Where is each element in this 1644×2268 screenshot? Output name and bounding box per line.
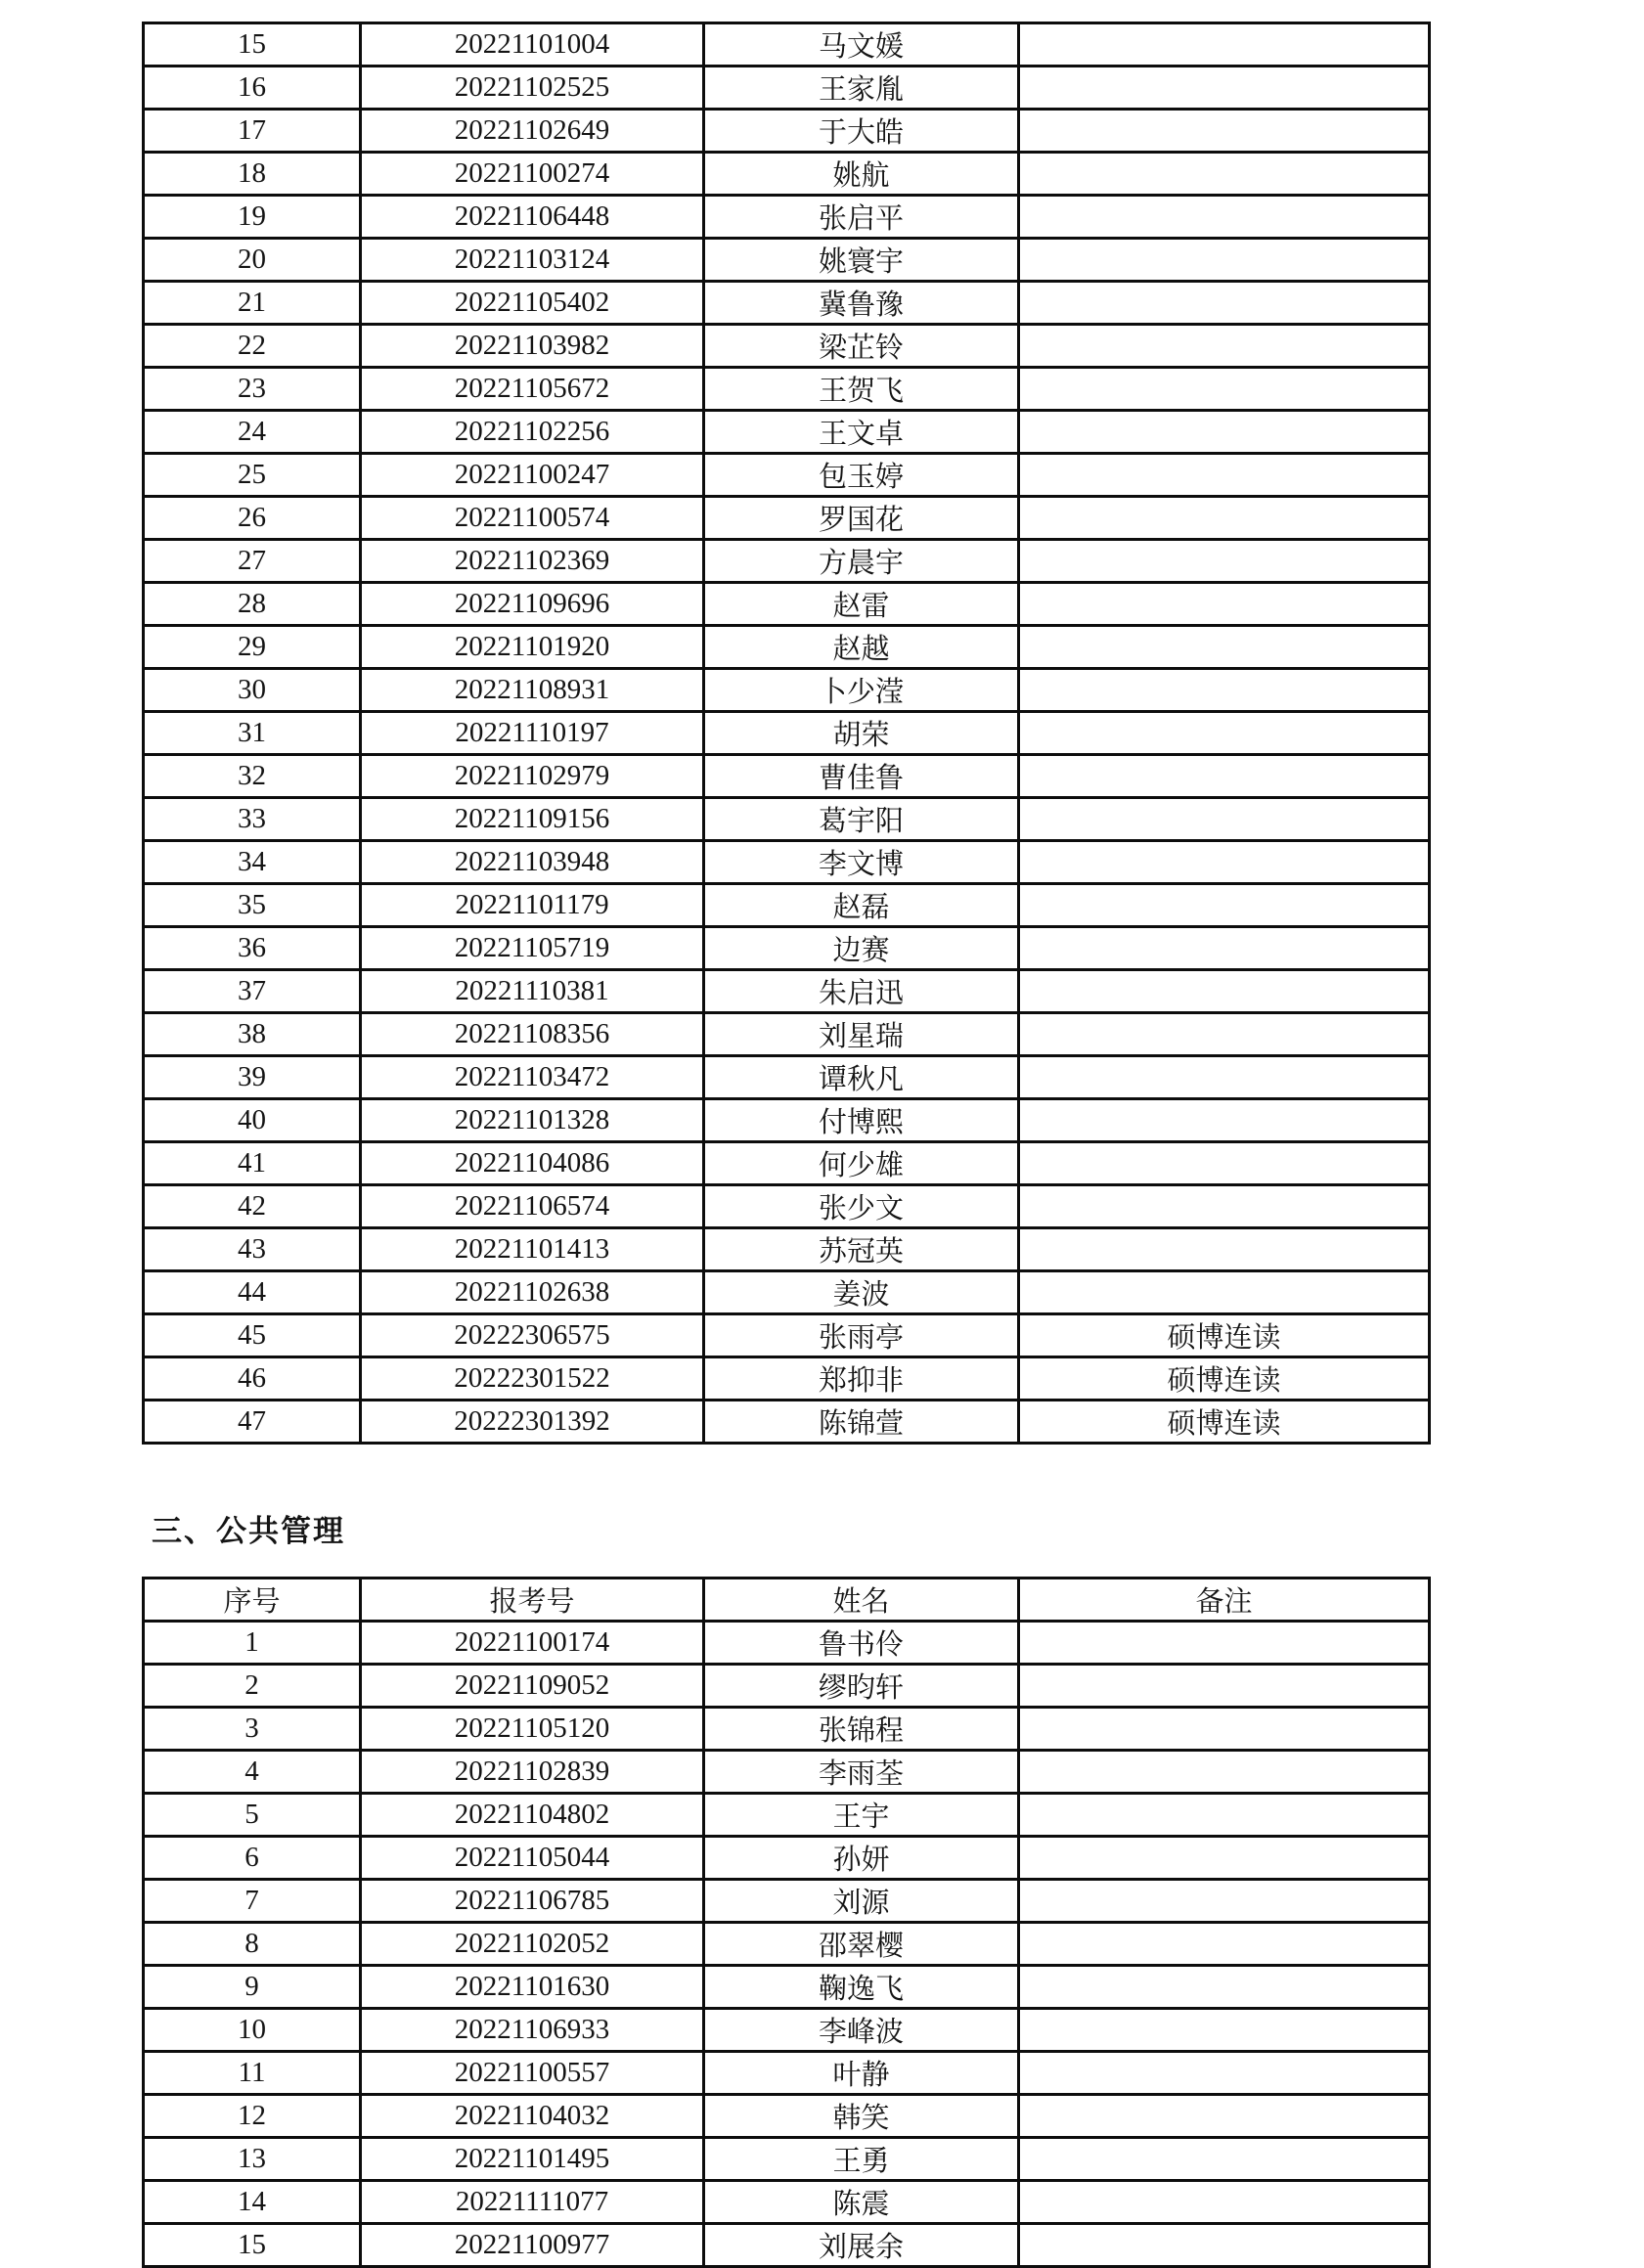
cell-name: 王宇: [704, 1794, 1019, 1837]
cell-name: 包玉婷: [704, 454, 1019, 497]
cell-id: 20221100247: [361, 454, 704, 497]
cell-remark: [1019, 798, 1430, 841]
cell-no: 23: [144, 368, 361, 411]
table-row: [144, 798, 1430, 841]
cell-name: 赵雷: [704, 583, 1019, 626]
cell-no: 15: [144, 2224, 361, 2267]
cell-remark: [1019, 841, 1430, 884]
cell-name: 卜少滢: [704, 669, 1019, 712]
table-row: [144, 1099, 1430, 1142]
cell-id: 20222301522: [361, 1357, 704, 1401]
table-row: [144, 540, 1430, 583]
cell-id: 20221102525: [361, 67, 704, 110]
cell-remark: [1019, 325, 1430, 368]
cell-no: 34: [144, 841, 361, 884]
cell-name: 曹佳鲁: [704, 755, 1019, 798]
cell-remark: [1019, 497, 1430, 540]
roster-table-1-body: [144, 23, 1430, 1444]
table-row: [144, 2181, 1430, 2224]
cell-no: 27: [144, 540, 361, 583]
cell-id: 20221101630: [361, 1966, 704, 2009]
cell-remark: [1019, 196, 1430, 239]
cell-no: 47: [144, 1401, 361, 1444]
cell-remark: [1019, 1271, 1430, 1314]
table-row: [144, 1401, 1430, 1444]
table-row: [144, 196, 1430, 239]
cell-name: 谭秋凡: [704, 1056, 1019, 1099]
cell-name: 陈锦萱: [704, 1401, 1019, 1444]
table-row: [144, 411, 1430, 454]
table-row: [144, 1665, 1430, 1708]
cell-id: 20221103982: [361, 325, 704, 368]
cell-no: 6: [144, 1837, 361, 1880]
cell-name: 张启平: [704, 196, 1019, 239]
cell-remark: [1019, 1228, 1430, 1271]
table-row: [144, 1622, 1430, 1665]
cell-id: 20221108931: [361, 669, 704, 712]
cell-name: 胡荣: [704, 712, 1019, 755]
header-name: 姓名: [704, 1579, 1019, 1622]
cell-name: 赵越: [704, 626, 1019, 669]
cell-no: 1: [144, 1622, 361, 1665]
table-row: [144, 497, 1430, 540]
cell-no: 38: [144, 1013, 361, 1056]
cell-name: 葛宇阳: [704, 798, 1019, 841]
table-row: [144, 282, 1430, 325]
cell-no: 45: [144, 1314, 361, 1357]
table-row: [144, 1923, 1430, 1966]
cell-remark: [1019, 1142, 1430, 1185]
cell-remark: [1019, 2009, 1430, 2052]
cell-name: 刘源: [704, 1880, 1019, 1923]
section-title: 三、公共管理: [152, 1514, 345, 1548]
cell-remark: [1019, 1880, 1430, 1923]
cell-remark: [1019, 2052, 1430, 2095]
cell-name: 马文媛: [704, 23, 1019, 67]
cell-name: 鞠逸飞: [704, 1966, 1019, 2009]
table-row: [144, 153, 1430, 196]
cell-remark: [1019, 1708, 1430, 1751]
cell-remark: [1019, 927, 1430, 970]
table-row: [144, 110, 1430, 153]
table-row: [144, 1880, 1430, 1923]
cell-remark: [1019, 712, 1430, 755]
cell-name: 刘展余: [704, 2224, 1019, 2267]
cell-remark: [1019, 411, 1430, 454]
table-row: [144, 1357, 1430, 1401]
cell-name: 郑抑非: [704, 1357, 1019, 1401]
cell-name: 邵翠樱: [704, 1923, 1019, 1966]
cell-remark: [1019, 626, 1430, 669]
cell-name: 李文博: [704, 841, 1019, 884]
cell-name: 刘星瑞: [704, 1013, 1019, 1056]
cell-remark: [1019, 970, 1430, 1013]
cell-name: 方晨宇: [704, 540, 1019, 583]
cell-remark: 硕博连读: [1019, 1357, 1430, 1401]
cell-remark: [1019, 1056, 1430, 1099]
cell-id: 20221100977: [361, 2224, 704, 2267]
table-row: [144, 1314, 1430, 1357]
cell-remark: [1019, 23, 1430, 67]
table-row: [144, 1185, 1430, 1228]
header-remark: 备注: [1019, 1579, 1430, 1622]
table-row: [144, 1708, 1430, 1751]
cell-no: 28: [144, 583, 361, 626]
cell-name: 孙妍: [704, 1837, 1019, 1880]
cell-name: 梁芷铃: [704, 325, 1019, 368]
cell-remark: [1019, 2138, 1430, 2181]
cell-remark: [1019, 110, 1430, 153]
cell-no: 13: [144, 2138, 361, 2181]
cell-name: 陈震: [704, 2181, 1019, 2224]
cell-no: 40: [144, 1099, 361, 1142]
cell-no: 10: [144, 2009, 361, 2052]
cell-id: 20221109156: [361, 798, 704, 841]
table-row: [144, 1794, 1430, 1837]
cell-no: 33: [144, 798, 361, 841]
roster-table-continued: [142, 22, 1431, 1445]
table-row: [144, 2052, 1430, 2095]
cell-name: 冀鲁豫: [704, 282, 1019, 325]
cell-name: 何少雄: [704, 1142, 1019, 1185]
cell-no: 21: [144, 282, 361, 325]
cell-no: 12: [144, 2095, 361, 2138]
cell-id: 20221100557: [361, 2052, 704, 2095]
cell-no: 22: [144, 325, 361, 368]
cell-no: 16: [144, 67, 361, 110]
cell-no: 8: [144, 1923, 361, 1966]
cell-id: 20221105402: [361, 282, 704, 325]
table-row: [144, 325, 1430, 368]
document-page: [0, 22, 1644, 2263]
cell-name: 鲁书伶: [704, 1622, 1019, 1665]
cell-remark: [1019, 1923, 1430, 1966]
cell-id: 20221109052: [361, 1665, 704, 1708]
cell-name: 王贺飞: [704, 368, 1019, 411]
cell-id: 20221106933: [361, 2009, 704, 2052]
cell-remark: 硕博连读: [1019, 1314, 1430, 1357]
cell-remark: [1019, 1622, 1430, 1665]
cell-no: 9: [144, 1966, 361, 2009]
cell-no: 31: [144, 712, 361, 755]
table-row: [144, 2009, 1430, 2052]
cell-no: 25: [144, 454, 361, 497]
cell-name: 李峰波: [704, 2009, 1019, 2052]
cell-name: 姚寰宇: [704, 239, 1019, 282]
cell-remark: [1019, 755, 1430, 798]
cell-id: 20221102979: [361, 755, 704, 798]
cell-no: 7: [144, 1880, 361, 1923]
cell-id: 20221102052: [361, 1923, 704, 1966]
cell-name: 张锦程: [704, 1708, 1019, 1751]
cell-remark: [1019, 2224, 1430, 2267]
table-row: [144, 2095, 1430, 2138]
table-row: [144, 1228, 1430, 1271]
cell-id: 20222306575: [361, 1314, 704, 1357]
cell-name: 姚航: [704, 153, 1019, 196]
cell-no: 17: [144, 110, 361, 153]
table-row: [144, 239, 1430, 282]
cell-no: 26: [144, 497, 361, 540]
cell-no: 2: [144, 1665, 361, 1708]
cell-id: 20221102638: [361, 1271, 704, 1314]
cell-no: 15: [144, 23, 361, 67]
cell-name: 李雨荃: [704, 1751, 1019, 1794]
cell-remark: [1019, 239, 1430, 282]
cell-remark: [1019, 583, 1430, 626]
cell-id: 20221101328: [361, 1099, 704, 1142]
cell-id: 20221101413: [361, 1228, 704, 1271]
table-row: [144, 755, 1430, 798]
cell-no: 24: [144, 411, 361, 454]
cell-name: 罗国花: [704, 497, 1019, 540]
cell-remark: [1019, 1665, 1430, 1708]
cell-name: 付博熙: [704, 1099, 1019, 1142]
cell-id: 20221100574: [361, 497, 704, 540]
cell-remark: [1019, 153, 1430, 196]
cell-name: 赵磊: [704, 884, 1019, 927]
cell-no: 3: [144, 1708, 361, 1751]
roster-table-public-administration: [142, 1577, 1431, 2268]
cell-no: 42: [144, 1185, 361, 1228]
table-row: [144, 712, 1430, 755]
table-row: [144, 23, 1430, 67]
cell-remark: [1019, 1794, 1430, 1837]
cell-remark: [1019, 1837, 1430, 1880]
cell-remark: [1019, 454, 1430, 497]
table-row: [144, 2224, 1430, 2267]
cell-name: 姜波: [704, 1271, 1019, 1314]
cell-remark: [1019, 884, 1430, 927]
table-row: [144, 583, 1430, 626]
cell-id: 20221105672: [361, 368, 704, 411]
cell-id: 20221111077: [361, 2181, 704, 2224]
cell-remark: [1019, 2181, 1430, 2224]
table-row: [144, 1837, 1430, 1880]
cell-name: 于大皓: [704, 110, 1019, 153]
table-row: [144, 1056, 1430, 1099]
table-row: [144, 841, 1430, 884]
cell-no: 36: [144, 927, 361, 970]
cell-name: 张雨亭: [704, 1314, 1019, 1357]
table-row: [144, 1271, 1430, 1314]
cell-name: 王家胤: [704, 67, 1019, 110]
cell-name: 边赛: [704, 927, 1019, 970]
cell-no: 19: [144, 196, 361, 239]
cell-id: 20222301392: [361, 1401, 704, 1444]
cell-id: 20221101004: [361, 23, 704, 67]
cell-no: 20: [144, 239, 361, 282]
cell-no: 39: [144, 1056, 361, 1099]
cell-id: 20221105044: [361, 1837, 704, 1880]
cell-id: 20221109696: [361, 583, 704, 626]
table-row: [144, 927, 1430, 970]
cell-id: 20221105120: [361, 1708, 704, 1751]
cell-id: 20221106785: [361, 1880, 704, 1923]
cell-no: 18: [144, 153, 361, 196]
cell-remark: [1019, 540, 1430, 583]
table-row: [144, 1142, 1430, 1185]
cell-no: 4: [144, 1751, 361, 1794]
cell-remark: 硕博连读: [1019, 1401, 1430, 1444]
cell-remark: [1019, 1185, 1430, 1228]
table-row: [144, 454, 1430, 497]
cell-id: 20221100174: [361, 1622, 704, 1665]
cell-id: 20221101179: [361, 884, 704, 927]
cell-id: 20221104032: [361, 2095, 704, 2138]
cell-no: 43: [144, 1228, 361, 1271]
cell-no: 46: [144, 1357, 361, 1401]
cell-no: 30: [144, 669, 361, 712]
cell-no: 35: [144, 884, 361, 927]
cell-name: 苏冠英: [704, 1228, 1019, 1271]
table-row: [144, 1751, 1430, 1794]
cell-id: 20221102839: [361, 1751, 704, 1794]
cell-id: 20221101920: [361, 626, 704, 669]
table-row: [144, 1966, 1430, 2009]
cell-name: 缪昀轩: [704, 1665, 1019, 1708]
cell-no: 14: [144, 2181, 361, 2224]
cell-no: 11: [144, 2052, 361, 2095]
cell-no: 32: [144, 755, 361, 798]
cell-id: 20221100274: [361, 153, 704, 196]
table-row: [144, 884, 1430, 927]
cell-id: 20221102649: [361, 110, 704, 153]
table-row: [144, 2138, 1430, 2181]
table-row: [144, 669, 1430, 712]
cell-remark: [1019, 67, 1430, 110]
cell-id: 20221110197: [361, 712, 704, 755]
cell-remark: [1019, 1099, 1430, 1142]
table-row: [144, 368, 1430, 411]
cell-id: 20221102369: [361, 540, 704, 583]
header-serial-number: 序号: [144, 1579, 361, 1622]
cell-name: 韩笑: [704, 2095, 1019, 2138]
cell-id: 20221104086: [361, 1142, 704, 1185]
roster-table-2-body: [144, 1622, 1430, 2267]
cell-id: 20221108356: [361, 1013, 704, 1056]
cell-no: 41: [144, 1142, 361, 1185]
table-header-row: [144, 1579, 1430, 1622]
cell-name: 王勇: [704, 2138, 1019, 2181]
cell-id: 20221103124: [361, 239, 704, 282]
cell-name: 张少文: [704, 1185, 1019, 1228]
cell-id: 20221110381: [361, 970, 704, 1013]
cell-id: 20221105719: [361, 927, 704, 970]
cell-name: 朱启迅: [704, 970, 1019, 1013]
cell-id: 20221102256: [361, 411, 704, 454]
cell-name: 叶静: [704, 2052, 1019, 2095]
cell-remark: [1019, 1751, 1430, 1794]
cell-no: 29: [144, 626, 361, 669]
cell-id: 20221101495: [361, 2138, 704, 2181]
cell-remark: [1019, 282, 1430, 325]
cell-id: 20221103948: [361, 841, 704, 884]
cell-id: 20221106574: [361, 1185, 704, 1228]
cell-id: 20221103472: [361, 1056, 704, 1099]
cell-remark: [1019, 2095, 1430, 2138]
cell-remark: [1019, 368, 1430, 411]
cell-no: 44: [144, 1271, 361, 1314]
cell-name: 王文卓: [704, 411, 1019, 454]
table-row: [144, 970, 1430, 1013]
cell-no: 37: [144, 970, 361, 1013]
cell-id: 20221104802: [361, 1794, 704, 1837]
cell-id: 20221106448: [361, 196, 704, 239]
cell-remark: [1019, 1966, 1430, 2009]
table-row: [144, 626, 1430, 669]
cell-remark: [1019, 669, 1430, 712]
header-application-number: 报考号: [361, 1579, 704, 1622]
table-row: [144, 67, 1430, 110]
cell-remark: [1019, 1013, 1430, 1056]
table-row: [144, 1013, 1430, 1056]
cell-no: 5: [144, 1794, 361, 1837]
